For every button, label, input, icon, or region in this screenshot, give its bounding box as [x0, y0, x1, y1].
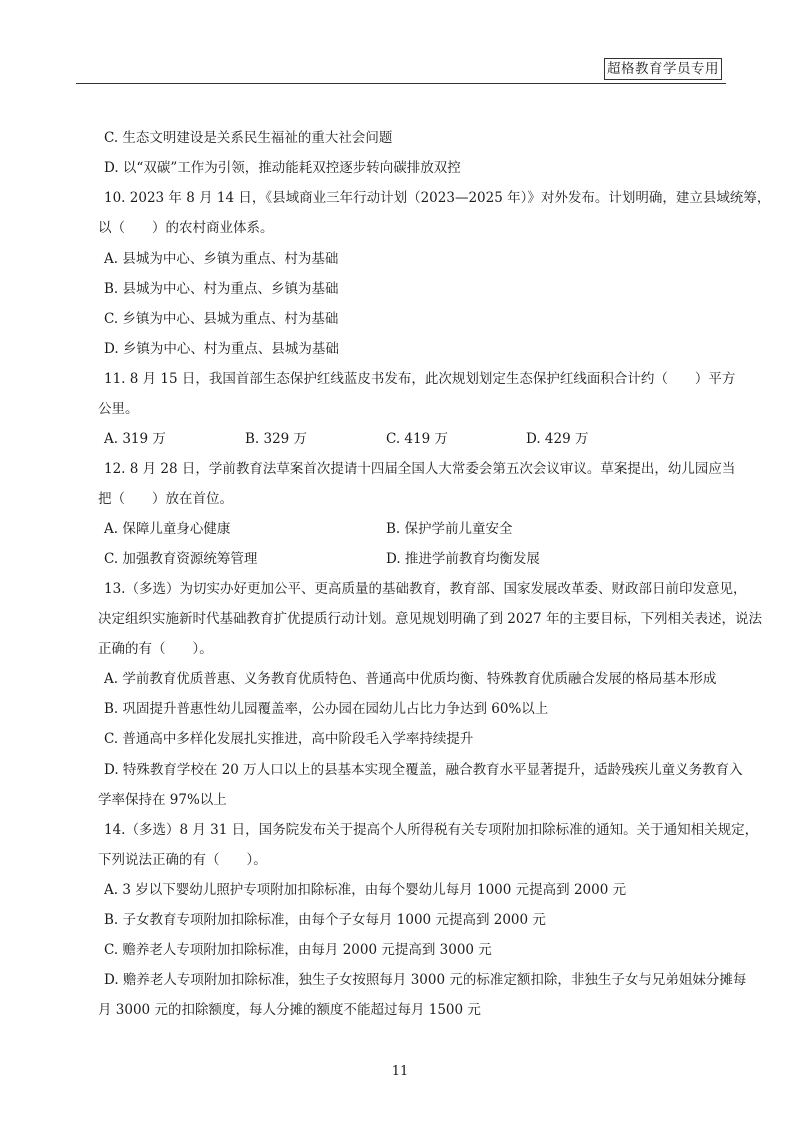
q13-option-c: C. 普通高中多样化发展扎实推进，高中阶段毛入学率持续提升 — [104, 731, 474, 747]
q12-options-row2 — [104, 549, 744, 569]
q12-stem-line1: 12. 8 月 28 日，学前教育法草案首次提请十四届全国人大常委会第五次会议审议。草案提出，幼儿园应当 — [104, 461, 736, 477]
q12-option-d: D. 推进学前教育均衡发展 — [386, 551, 540, 567]
q12-options-row1 — [104, 519, 744, 539]
q10-stem-line2: 以（ ）的农村商业体系。 — [98, 220, 274, 236]
q13-option-d-line2: 学率保持在 97%以上 — [98, 792, 227, 808]
q13-stem-line1: 13.（多选）为切实办好更加公平、更高质量的基础教育，教育部、国家发展改革委、财政部日前印发意见， — [104, 581, 747, 597]
q12-option-b: B. 保护学前儿童安全 — [386, 521, 513, 537]
q11-option-a: A. 319 万 — [104, 431, 166, 447]
q10-option-d: D. 乡镇为中心、村为重点、县城为基础 — [104, 341, 339, 357]
student-only-badge: 超格教育学员专用 — [604, 58, 722, 80]
q13-stem-line2: 决定组织实施新时代基础教育扩优提质行动计划。意见规划明确了到 2027 年的主要目标，下列相关表述，说法 — [98, 611, 762, 627]
q14-option-c: C. 赡养老人专项附加扣除标准，由每月 2000 元提高到 3000 元 — [104, 942, 492, 958]
q9-option-d: D. 以“双碳”工作为引领，推动能耗双控逐步转向碳排放双控 — [104, 160, 461, 176]
q14-stem-line1: 14.（多选）8 月 31 日，国务院发布关于提高个人所得税有关专项附加扣除标准的通知。关于通知相关规定， — [104, 822, 759, 838]
q13-stem-line3: 正确的有（ ）。 — [98, 641, 213, 657]
q12-stem-line2: 把（ ）放在首位。 — [98, 491, 233, 507]
q14-option-d-line2: 月 3000 元的扣除额度，每人分摊的额度不能超过每月 1500 元 — [98, 1002, 481, 1018]
q13-option-d-line1: D. 特殊教育学校在 20 万人口以上的县基本实现全覆盖，融合教育水平显著提升，适龄残疾儿童义务教育入 — [104, 762, 743, 778]
q11-stem-line2: 公里。 — [98, 401, 139, 417]
q12-option-a: A. 保障儿童身心健康 — [104, 521, 231, 537]
q14-option-d-line1: D. 赡养老人专项附加扣除标准，独生子女按照每月 3000 元的标准定额扣除，非独生子女与兄弟姐妹分摊每 — [104, 972, 747, 988]
q14-option-a: A. 3 岁以下婴幼儿照护专项附加扣除标准，由每个婴幼儿每月 1000 元提高到 2000 元 — [104, 882, 627, 898]
q10-option-b: B. 县城为中心、村为重点、乡镇为基础 — [104, 281, 339, 297]
q11-option-b: B. 329 万 — [245, 431, 308, 447]
q14-option-b: B. 子女教育专项附加扣除标准，由每个子女每月 1000 元提高到 2000 元 — [104, 912, 546, 928]
q10-option-c: C. 乡镇为中心、县城为重点、村为基础 — [104, 311, 339, 327]
q11-option-c: C. 419 万 — [386, 431, 448, 447]
page-number: 11 — [391, 1064, 409, 1079]
q11-stem-line1: 11. 8 月 15 日，我国首部生态保护红线蓝皮书发布，此次规划划定生态保护红线面积合计约（ ）平方 — [104, 371, 736, 387]
q14-stem-line2: 下列说法正确的有（ ）。 — [98, 852, 267, 868]
q13-option-a: A. 学前教育优质普惠、义务教育优质特色、普通高中优质均衡、特殊教育优质融合发展的格局基本形成 — [104, 671, 717, 687]
q9-option-c: C. 生态文明建设是关系民生福祉的重大社会问题 — [104, 130, 393, 146]
q11-options — [104, 429, 744, 449]
q11-option-d: D. 429 万 — [526, 431, 589, 447]
q12-option-c: C. 加强教育资源统筹管理 — [104, 551, 258, 567]
q10-option-a: A. 县城为中心、乡镇为重点、村为基础 — [104, 251, 339, 267]
q10-stem-line1: 10. 2023 年 8 月 14 日，《县域商业三年行动计划（2023—2025 年）》对外发布。计划明确，建立县域统筹， — [104, 190, 771, 206]
q13-option-b: B. 巩固提升普惠性幼儿园覆盖率，公办园在园幼儿占比力争达到 60%以上 — [104, 701, 549, 717]
header-rule — [76, 83, 726, 84]
